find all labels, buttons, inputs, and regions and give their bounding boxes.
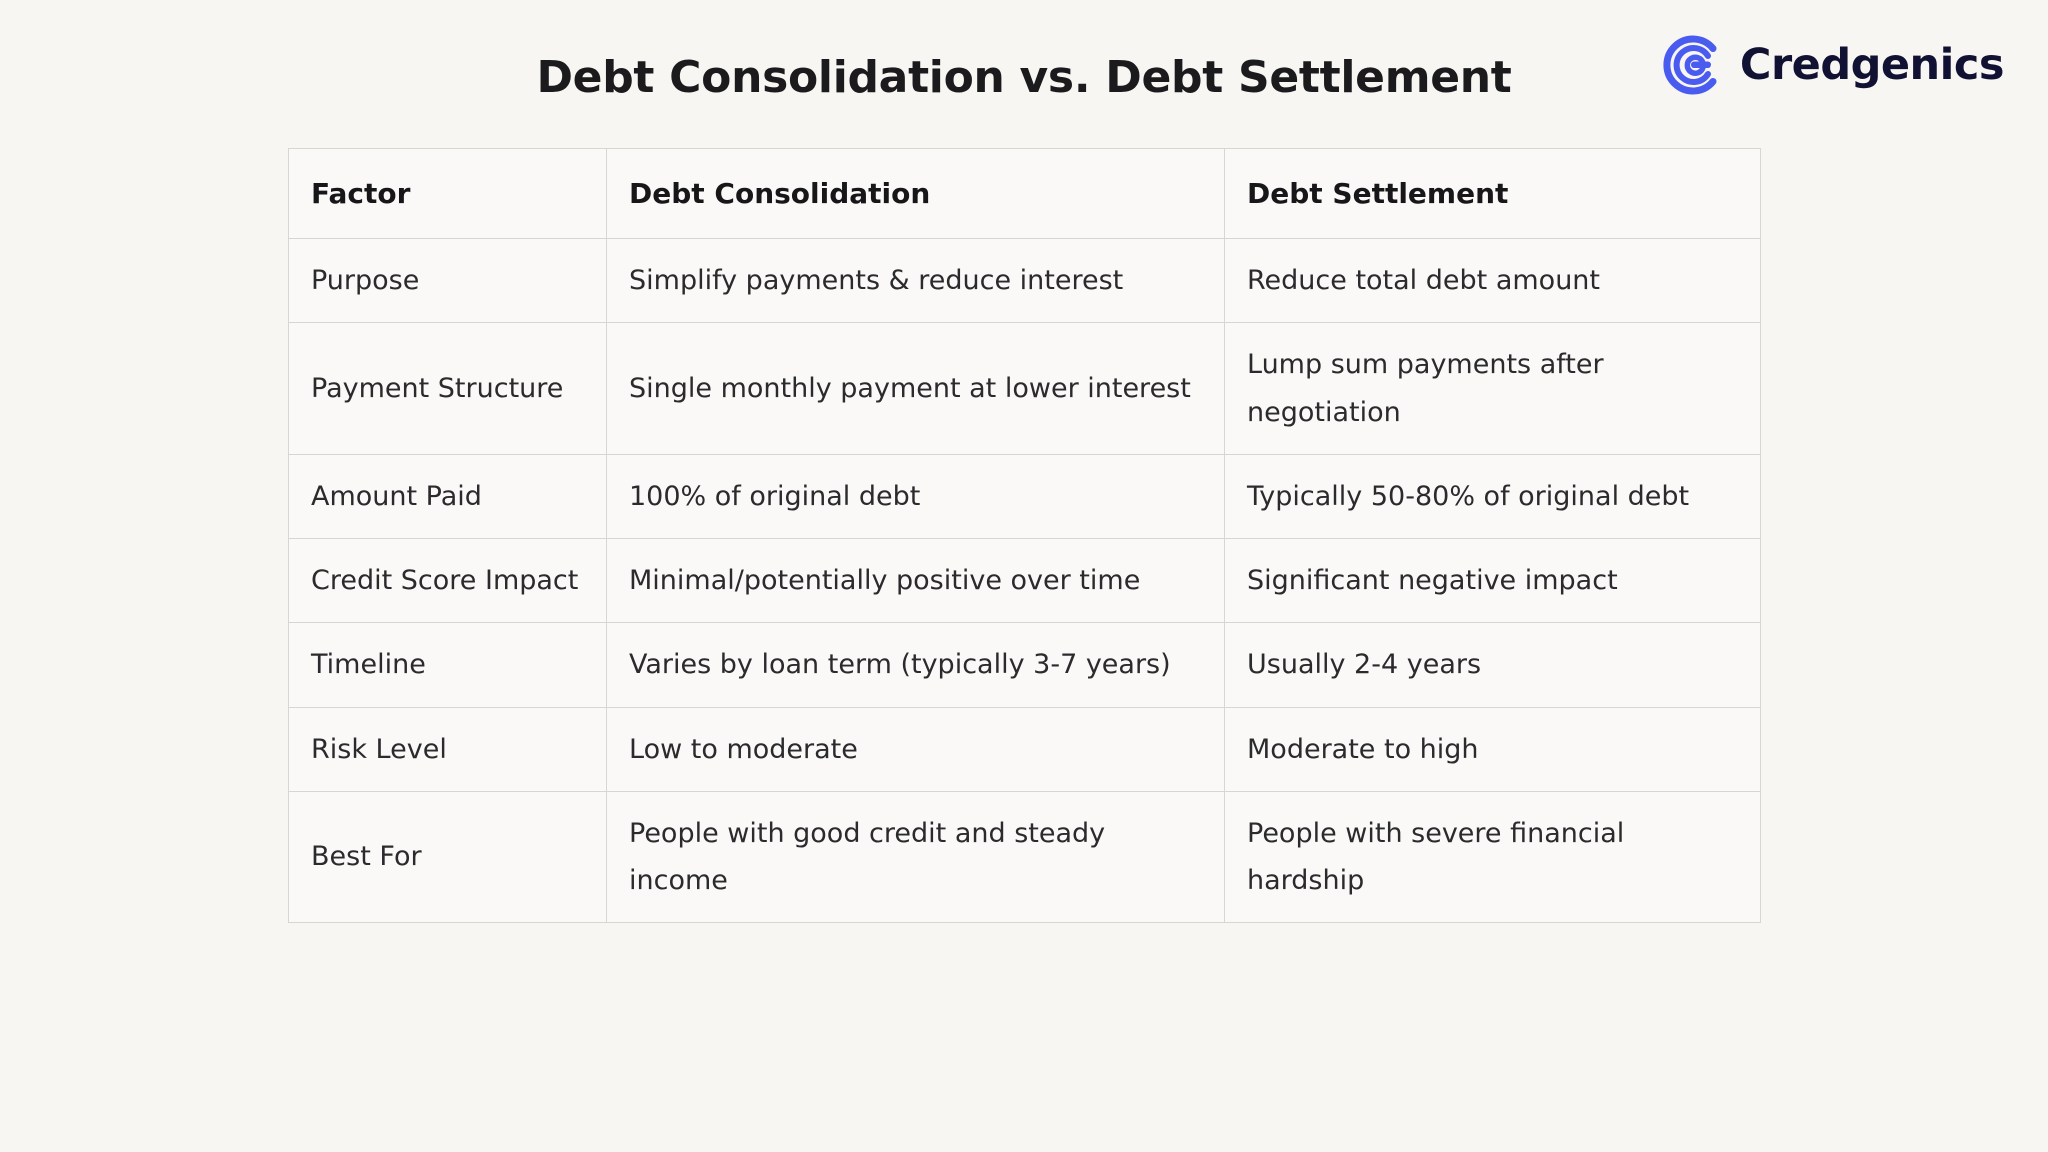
table-header-row [289, 149, 1761, 239]
brand-name: Credgenics [1739, 40, 2004, 90]
cell-settlement: Usually 2-4 years [1225, 623, 1761, 707]
table-row [289, 539, 1761, 623]
table-row [289, 623, 1761, 707]
cell-consolidation: Minimal/potentially positive over time [607, 539, 1225, 623]
table-row [289, 323, 1761, 455]
comparison-table-container [288, 148, 1760, 923]
cell-factor: Payment Structure [289, 323, 607, 455]
cell-settlement: Moderate to high [1225, 707, 1761, 791]
column-header-debt-consolidation: Debt Consolidation [607, 149, 1225, 239]
cell-settlement: Typically 50-80% of original debt [1225, 454, 1761, 538]
comparison-table [288, 148, 1761, 923]
cell-consolidation: Simplify payments & reduce interest [607, 239, 1225, 323]
column-header-factor: Factor [289, 149, 607, 239]
cell-factor: Risk Level [289, 707, 607, 791]
cell-settlement: People with severe financial hardship [1225, 791, 1761, 923]
cell-consolidation: 100% of original debt [607, 454, 1225, 538]
cell-settlement: Significant negative impact [1225, 539, 1761, 623]
cell-factor: Timeline [289, 623, 607, 707]
table-header [289, 149, 1761, 239]
cell-consolidation: Single monthly payment at lower interest [607, 323, 1225, 455]
cell-settlement: Reduce total debt amount [1225, 239, 1761, 323]
cell-consolidation: Varies by loan term (typically 3-7 years) [607, 623, 1225, 707]
table-row [289, 707, 1761, 791]
table-row [289, 239, 1761, 323]
page-title: Debt Consolidation vs. Debt Settlement [536, 52, 1512, 103]
cell-factor: Amount Paid [289, 454, 607, 538]
cell-factor: Best For [289, 791, 607, 923]
cell-consolidation: Low to moderate [607, 707, 1225, 791]
column-header-debt-settlement: Debt Settlement [1225, 149, 1761, 239]
table-row [289, 454, 1761, 538]
table-row [289, 791, 1761, 923]
cell-consolidation: People with good credit and steady income [607, 791, 1225, 923]
cell-factor: Credit Score Impact [289, 539, 607, 623]
table-body [289, 239, 1761, 923]
cell-factor: Purpose [289, 239, 607, 323]
cell-settlement: Lump sum payments after negotiation [1225, 323, 1761, 455]
